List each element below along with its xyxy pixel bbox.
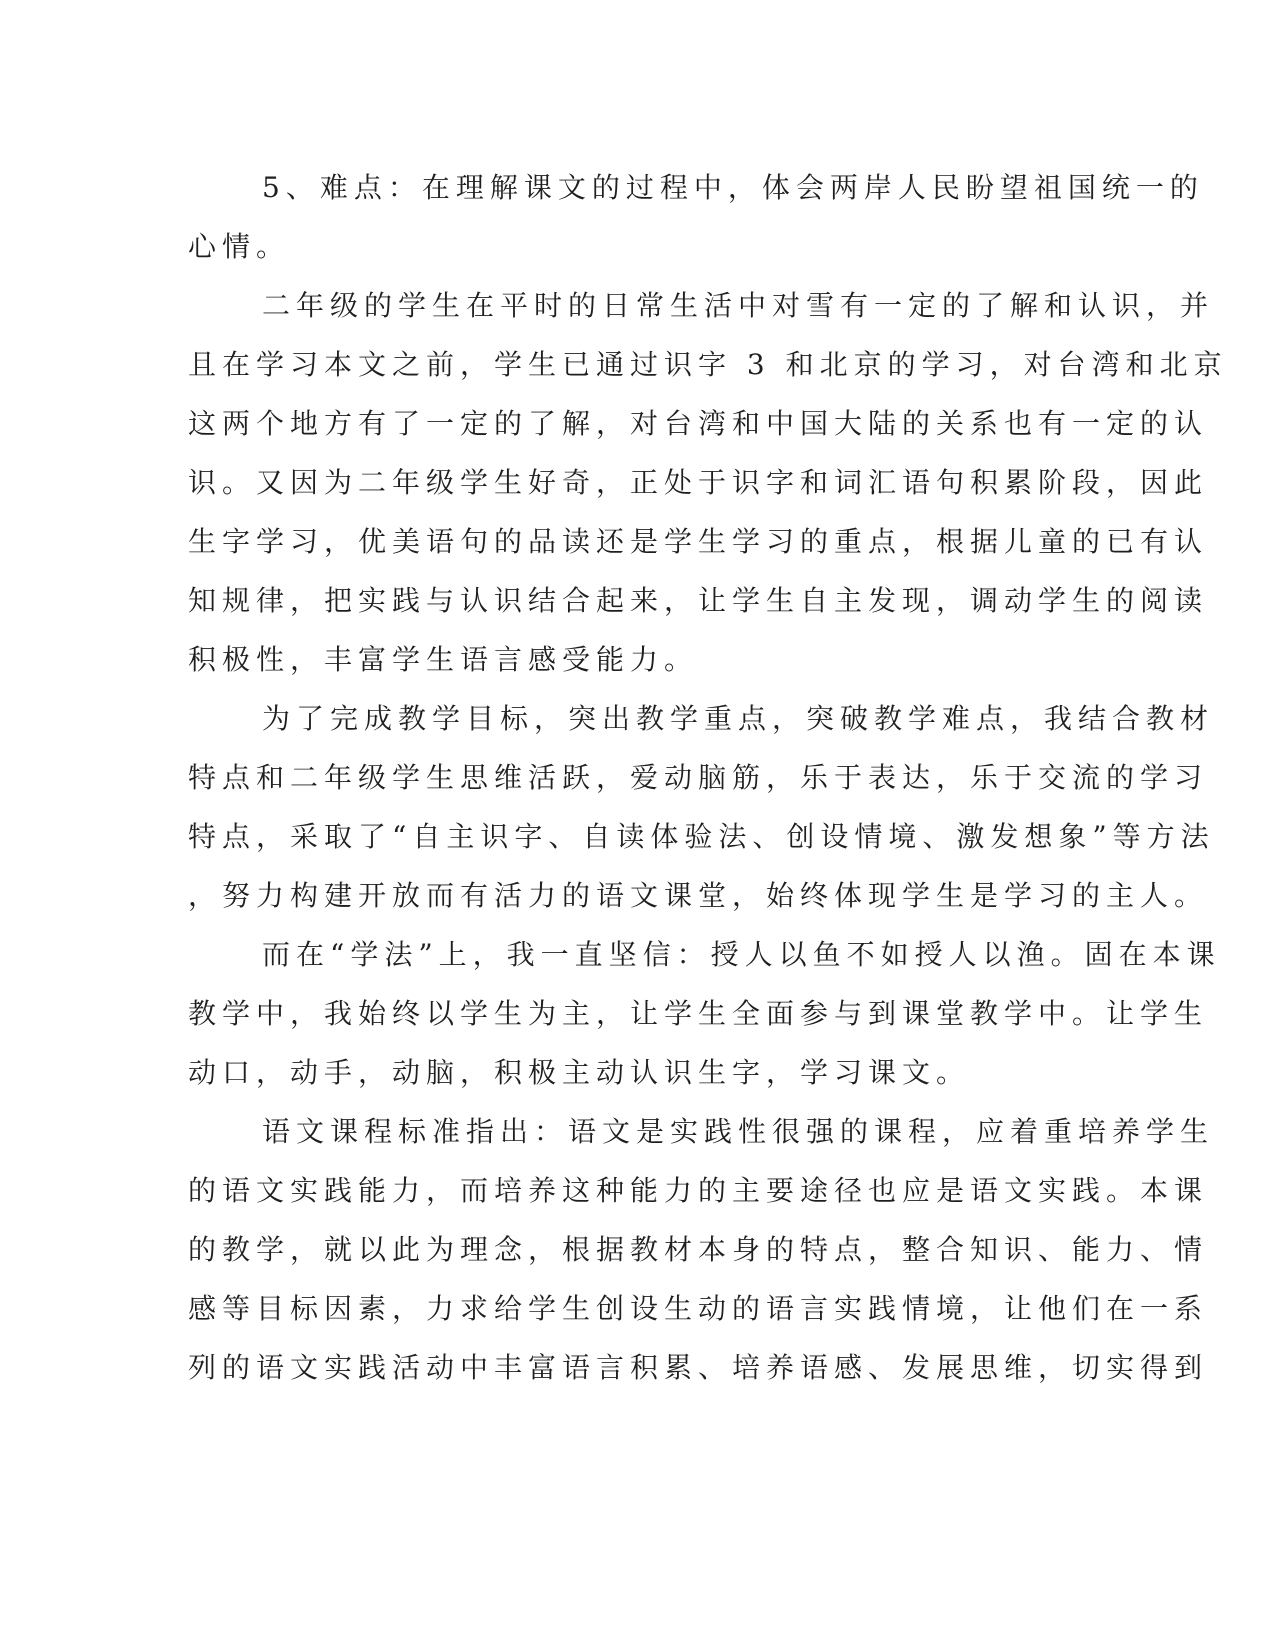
text-line: 的语文实践能力，而培养这种能力的主要途径也应是语文实践。本课 — [188, 1174, 1209, 1207]
text-line: 语文课程标准指出：语文是实践性很强的课程，应着重培养学生 — [262, 1115, 1215, 1148]
text-line: 特点，采取了“自主识字、自读体验法、创设情境、激发想象”等方法 — [188, 820, 1215, 853]
text-line: 5、难点：在理解课文的过程中，体会两岸人民盼望祖国统一的 — [262, 171, 1204, 204]
text-line: 这两个地方有了一定的了解，对台湾和中国大陆的关系也有一定的认 — [188, 407, 1209, 440]
text-line: 积极性，丰富学生语言感受能力。 — [188, 643, 699, 676]
text-line: 的教学，就以此为理念，根据教材本身的特点，整合知识、能力、情 — [188, 1233, 1209, 1266]
text-line: 特点和二年级学生思维活跃，爱动脑筋，乐于表达，乐于交流的学习 — [188, 761, 1209, 794]
text-line: 而在“学法”上，我一直坚信：授人以鱼不如授人以渔。固在本课 — [262, 938, 1221, 971]
text-line: 识。又因为二年级学生好奇，正处于识字和词汇语句积累阶段，因此 — [188, 466, 1209, 499]
text-line: 二年级的学生在平时的日常生活中对雪有一定的了解和认识，并 — [262, 289, 1215, 322]
text-line: 心情。 — [188, 230, 291, 263]
text-line: 教学中，我始终以学生为主，让学生全面参与到课堂教学中。让学生 — [188, 997, 1209, 1030]
text-line: 感等目标因素，力求给学生创设生动的语言实践情境，让他们在一系 — [188, 1292, 1209, 1325]
text-line: ，努力构建开放而有活力的语文课堂，始终体现学生是学习的主人。 — [188, 879, 1209, 912]
text-line: 为了完成教学目标，突出教学重点，突破教学难点，我结合教材 — [262, 702, 1215, 735]
text-line: 生字学习，优美语句的品读还是学生学习的重点，根据儿童的已有认 — [188, 525, 1209, 558]
text-line: 动口，动手，动脑，积极主动认识生字，学习课文。 — [188, 1056, 971, 1089]
document-body — [188, 158, 1228, 1397]
text-line: 知规律，把实践与认识结合起来，让学生自主发现，调动学生的阅读 — [188, 584, 1209, 617]
text-line: 列的语文实践活动中丰富语言积累、培养语感、发展思维，切实得到 — [188, 1351, 1209, 1384]
text-line: 且在学习本文之前，学生已通过识字 3 和北京的学习，对台湾和北京 — [188, 348, 1228, 381]
